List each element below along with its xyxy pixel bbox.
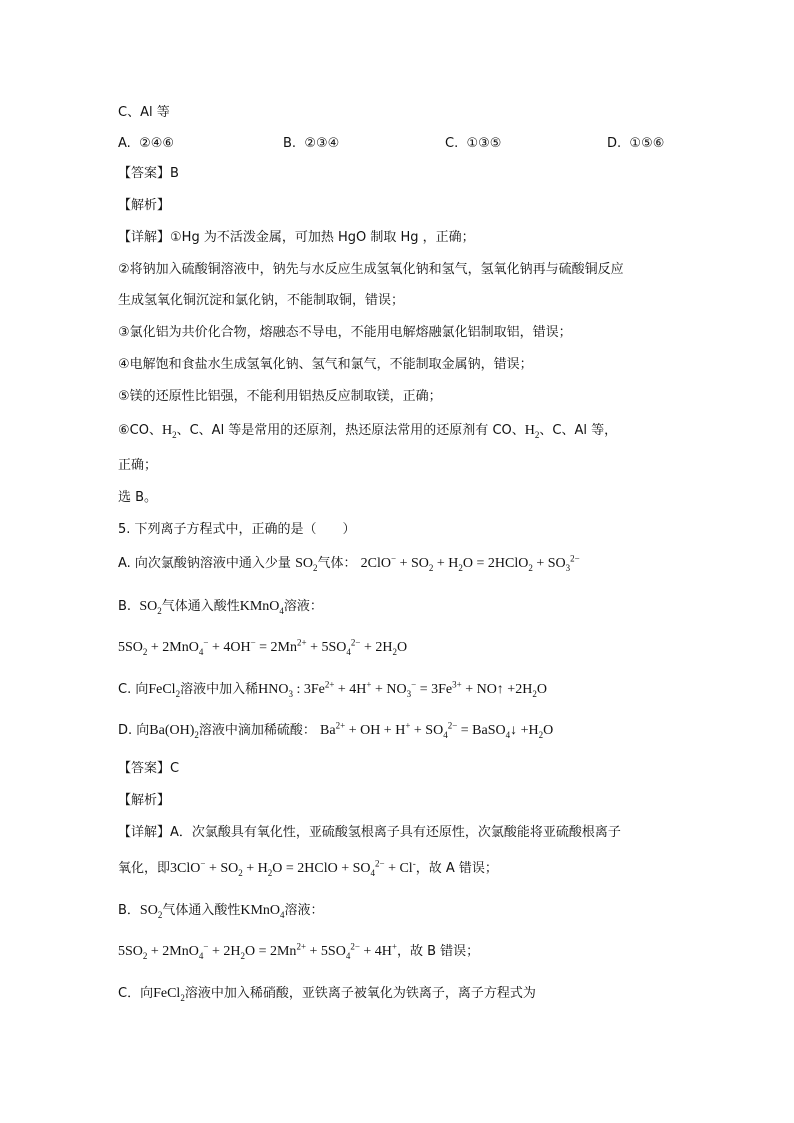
question-5-option-a [118,555,580,573]
detail-line-2b: 生成氢氧化铜沉淀和氯化钠，不能制取铜，错误； [118,293,405,308]
formula-so2: $SO_2$ [139,903,163,920]
detail-text: C．向 [118,986,154,1001]
option-text: 溶液中滴加稀硫酸： [198,723,316,738]
option-letter: A. [118,136,131,151]
detail-text: ，故 B 错误； [396,944,480,959]
option-text: D. 向 [118,723,150,738]
detail-text: 气体通入酸性 [162,903,241,918]
question-5-stem: 5. 下列离子方程式中，正确的是（ ） [118,522,356,537]
option-value: ①③⑤ [466,136,502,151]
analysis-label-5: 【解析】 [118,793,171,808]
equation-b: $5SO_2 + 2MnO_4^- + 4OH^- = 2Mn^{2+} + 5SO_4^{2-} + 2H_2O$ [118,637,408,657]
formula-so2: $SO_2$ [295,556,318,573]
equation-a-correct: $3ClO^- + SO_2 + H_2O$ = 2HClO + $SO_4^{2-} + Cl^-$ [170,858,416,878]
option-letter: D. [607,136,622,151]
detail-text: ①Hg 为不活泼金属，可加热 HgO 制取 Hg ，正确； [170,230,475,245]
question-5-option-b [118,598,323,616]
formula-fecl2: FeCl$_2$ [148,682,181,699]
formula-kmno4: KMnO$_4$ [240,903,285,920]
option-value: ②④⑥ [139,136,175,151]
answer-5: 【答案】C [118,761,180,776]
detail-line-5: ⑤镁的还原性比铝强，不能利用铝热反应制取镁，正确； [118,389,442,404]
question-5-option-c [118,681,547,699]
analysis-label-4: 【解析】 [118,198,171,213]
explanation-a-line-2 [118,860,498,878]
option-d [607,135,664,153]
option-value: ②③④ [304,136,340,151]
option-text: 溶液： [283,599,323,614]
detail-text: 溶液中加入稀硝酸，亚铁离子被氧化为铁离子，离子方程式为 [184,986,536,1001]
detail-text: 溶液： [284,903,324,918]
formula-h2: $H_2$ [161,423,177,440]
question-4-tail: C、Al 等 [118,105,170,120]
detail-label: 【详解】 [118,230,171,245]
option-text: 溶液中加入稀 [180,682,259,697]
formula-kmno4: KMnO$_4$ [239,599,284,616]
formula-fecl2: FeCl$_2$ [153,986,185,1003]
detail-text: 、C、Al 等是常用的还原剂，热还原法常用的还原剂有 CO、 [176,423,525,438]
explanation-c-line-1 [118,985,536,1003]
question-5-option-d [118,722,553,740]
equation-b-correct: $5SO_2 + 2MnO_4^- + 2H_2O = 2Mn^{2+} + 5SO_4^{2-} + 4H^+$ [118,941,397,961]
explanation-b-line-2 [118,943,479,961]
detail-line-1 [118,229,475,247]
detail-line-6b: 正确； [118,458,158,473]
detail-text: 、C、Al 等， [539,423,618,438]
equation-c: $HNO_3$ : $3Fe^{2+} + 4H^+ + NO_3^- = 3Fe^{3+}$ + NO↑ $+2H_2O$ [258,679,547,699]
explanation-a-line-1 [118,824,621,842]
option-value: ①⑤⑥ [629,136,665,151]
conclusion-4: 选 B。 [118,490,158,505]
formula-baoh2: $Ba(OH)_2$ [149,723,199,740]
answer-4: 【答案】B [118,166,179,181]
equation-a: $2ClO^- + SO_2 + H_2O$ = 2HClO$_2$ + $SO_3^{2-}$ [360,553,580,573]
detail-line-2a: ②将钠加入硫酸铜溶液中，钠先与水反应生成氢氧化钠和氢气，氢氧化钠再与硫酸铜反应 [118,262,624,277]
equation-d: $Ba^{2+}$ + OH + $H^+ + SO_4^{2-}$ = BaSO$_4$↓ $+H_2O$ [320,720,554,740]
detail-text: B． [118,903,140,918]
option-a [118,135,174,153]
detail-label: 【详解】 [118,825,171,840]
option-text: 气体通入酸性 [161,599,240,614]
detail-text: A．次氯酸具有氧化性，亚硫酸氢根离子具有还原性，次氯酸能将亚硫酸根离子 [170,825,621,840]
detail-line-3: ③氯化铝为共价化合物，熔融态不导电，不能用电解熔融氯化铝制取铝，错误； [118,325,572,340]
option-text: A. 向次氯酸钠溶液中通入少量 [118,556,291,571]
detail-text: ，故 A 错误； [415,861,498,876]
detail-text: ⑥CO、 [118,423,162,438]
option-text: C. 向 [118,682,149,697]
option-c [445,135,501,153]
option-text: B. [118,599,132,614]
detail-text: 氧化，即 [118,861,171,876]
detail-line-4: ④电解饱和食盐水生成氢氧化钠、氢气和氯气，不能制取金属钠，错误； [118,357,533,372]
option-letter: C. [445,136,459,151]
option-b [283,135,339,153]
formula-h2: $H_2$ [524,423,540,440]
option-letter: B. [283,136,297,151]
explanation-b-line-1 [118,902,324,920]
option-text: 气体： [317,556,357,571]
detail-line-6a [118,422,617,440]
formula-so2: $SO_2$ [139,599,162,616]
